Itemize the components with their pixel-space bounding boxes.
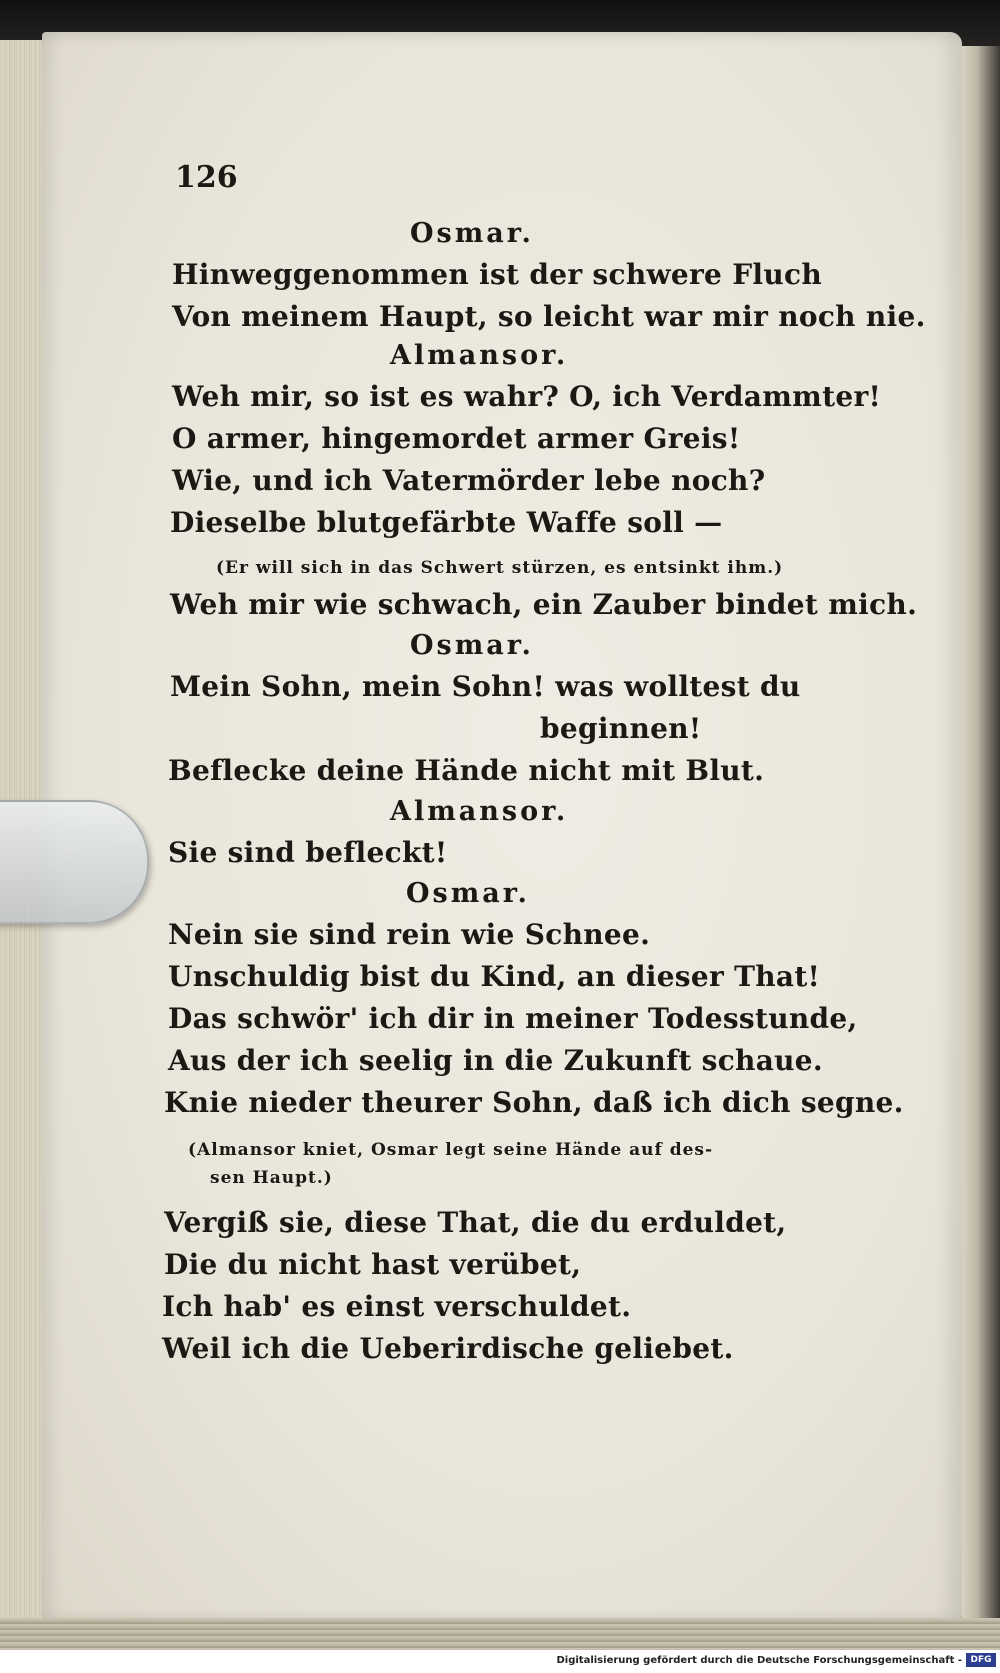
speaker-name: Osmar. <box>410 218 534 249</box>
verse-line: Vergiß sie, diese That, die du erduldet, <box>164 1206 787 1239</box>
verse-line: beginnen! <box>540 712 702 745</box>
page-edges-bottom <box>0 1618 1000 1650</box>
verse-line: Unschuldig bist du Kind, an dieser That! <box>168 960 821 993</box>
stage-direction: (Er will sich in das Schwert stürzen, es entsinkt ihm.) <box>216 558 784 578</box>
verse-line: Weh mir wie schwach, ein Zauber bindet mich. <box>170 588 918 621</box>
verse-line: Beflecke deine Hände nicht mit Blut. <box>168 754 765 787</box>
verse-line: Die du nicht hast verübet, <box>164 1248 582 1281</box>
verse-line: Ich hab' es einst verschuldet. <box>162 1290 632 1323</box>
stage-direction: sen Haupt.) <box>210 1168 333 1188</box>
speaker-name: Osmar. <box>410 630 534 661</box>
verse-line: Das schwör' ich dir in meiner Todesstunde, <box>168 1002 858 1035</box>
page-clip <box>0 800 149 924</box>
verse-line: Wie, und ich Vatermörder lebe noch? <box>172 464 766 497</box>
funding-credit: Digitalisierung gefördert durch die Deutsche Forschungsgemeinschaft - <box>556 1655 962 1666</box>
verse-line: Von meinem Haupt, so leicht war mir noch nie. <box>172 300 926 333</box>
verse-line: Nein sie sind rein wie Schnee. <box>168 918 651 951</box>
verse-line: Dieselbe blutgefärbte Waffe soll — <box>170 506 723 539</box>
verse-line: Hinweggenommen ist der schwere Fluch <box>172 258 823 291</box>
verse-line: Sie sind befleckt! <box>168 836 448 869</box>
page-edges-right <box>962 46 1000 1636</box>
verse-line: Aus der ich seelig in die Zukunft schaue. <box>168 1044 823 1077</box>
verse-line: Mein Sohn, mein Sohn! was wolltest du <box>170 670 801 703</box>
page-number: 126 <box>175 160 238 195</box>
verse-line: Knie nieder theurer Sohn, daß ich dich segne. <box>164 1086 904 1119</box>
verse-line: Weh mir, so ist es wahr? O, ich Verdammter! <box>172 380 882 413</box>
speaker-name: Osmar. <box>406 878 530 909</box>
stage-direction: (Almansor kniet, Osmar legt seine Hände auf des- <box>188 1140 714 1160</box>
dfg-logo: DFG <box>966 1653 996 1667</box>
verse-line: Weil ich die Ueberirdische geliebet. <box>162 1332 734 1365</box>
verse-line: O armer, hingemordet armer Greis! <box>172 422 741 455</box>
speaker-name: Almansor. <box>390 340 569 371</box>
speaker-name: Almansor. <box>390 796 569 827</box>
